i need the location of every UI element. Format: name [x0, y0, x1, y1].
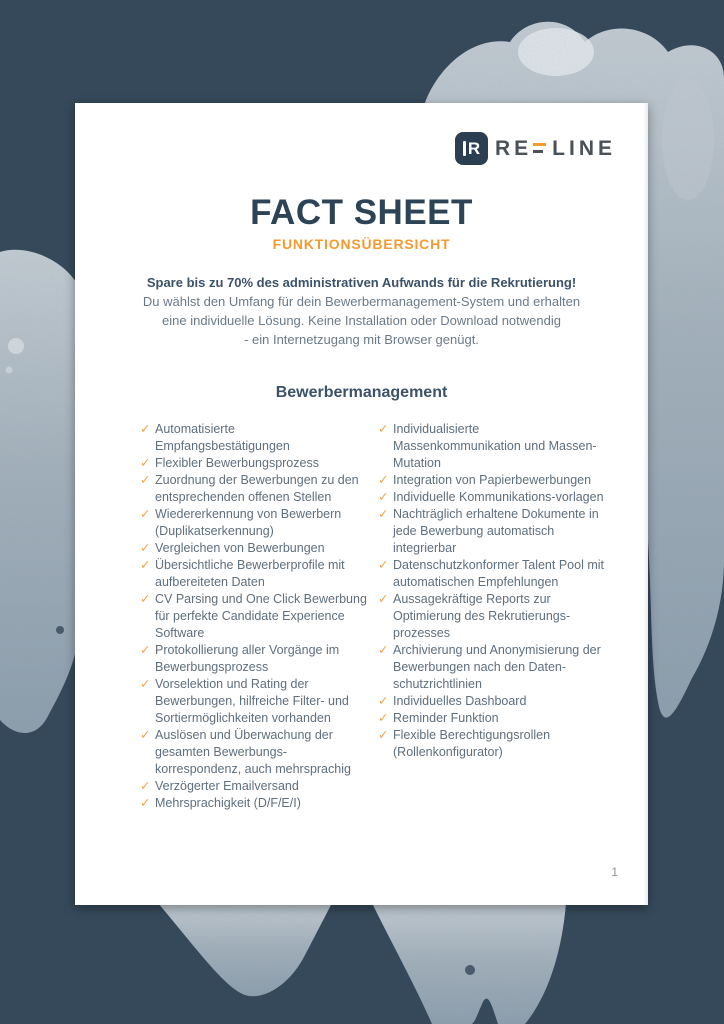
feature-item [140, 795, 378, 812]
check-icon: ✓ [140, 473, 151, 488]
feature-text: Automatisierte Empfangsbestätigungen [155, 422, 290, 454]
check-icon: ✓ [140, 507, 151, 522]
intro-paragraph [105, 292, 618, 349]
feature-item [140, 472, 378, 506]
feature-text: Flexible Berechtigungsrollen (Rollenkonfigurator) [393, 728, 551, 760]
feature-text: CV Parsing und One Click Bewerbung für perfekte Candidate Experience Software [155, 592, 367, 641]
check-icon: ✓ [378, 558, 389, 573]
check-icon: ✓ [140, 796, 151, 811]
feature-text: Nachträglich erhaltene Dokumente in jede Bewerbung automatisch integrierbar [393, 507, 599, 556]
check-icon: ✓ [140, 677, 151, 692]
feature-item [140, 557, 378, 591]
check-icon: ✓ [378, 711, 389, 726]
feature-text: Verzögerter Emailversand [155, 779, 299, 794]
refline-logo-icon [455, 132, 488, 165]
feature-text: Protokollierung aller Vorgänge im Bewerbungsprozess [155, 643, 340, 675]
feature-item [378, 727, 610, 761]
feature-text: Integration von Papierbewerbungen [393, 473, 592, 488]
logo-f-icon [533, 141, 547, 157]
section-heading: Bewerbermanagement [275, 384, 448, 402]
check-icon: ✓ [378, 473, 389, 488]
check-icon: ✓ [140, 422, 151, 437]
feature-columns [140, 421, 648, 812]
feature-text: Flexibler Bewerbungsprozess [155, 456, 319, 471]
feature-item [140, 506, 378, 540]
check-icon: ✓ [378, 643, 389, 658]
feature-item [378, 710, 610, 727]
feature-text: Individuelles Dashboard [393, 694, 527, 709]
feature-text: Vorselektion und Rating der Bewerbungen, hilfreiche Filter- und Sortiermöglichkeiten vorhanden [155, 677, 349, 726]
check-icon: ✓ [378, 728, 389, 743]
feature-item [378, 557, 610, 591]
check-icon: ✓ [140, 643, 151, 658]
check-icon: ✓ [140, 728, 151, 743]
feature-list-right [378, 421, 610, 812]
feature-text: Zuordnung der Bewerbungen zu den entsprechenden offenen Stellen [155, 473, 359, 505]
feature-text: Reminder Funktion [393, 711, 499, 726]
feature-text: Datenschutzkonformer Talent Pool mit automatischen Empfehlungen [393, 558, 604, 590]
feature-list-left [140, 421, 378, 812]
feature-item [378, 693, 610, 710]
logo-text-pre: RE [494, 137, 533, 160]
feature-text: Auslösen und Überwachung der gesamten Bewerbungs-korrespondenz, auch mehrsprachig [155, 728, 351, 777]
feature-item [140, 778, 378, 795]
feature-item [140, 676, 378, 727]
feature-text: Wiedererkennung von Bewerbern (Duplikatserkennung) [155, 507, 342, 539]
document-page [75, 103, 648, 905]
refline-logo [455, 132, 616, 165]
check-icon: ✓ [378, 422, 389, 437]
check-icon: ✓ [140, 779, 151, 794]
page-number: 1 [611, 865, 618, 879]
logo-text-post: LINE [552, 137, 616, 160]
feature-text: Vergleichen von Bewerbungen [155, 541, 325, 556]
feature-item [140, 642, 378, 676]
feature-item [378, 421, 610, 472]
feature-item [378, 472, 610, 489]
check-icon: ✓ [378, 694, 389, 709]
check-icon: ✓ [140, 456, 151, 471]
feature-text: Archivierung und Anonymisierung der Bewerbungen nach den Daten-schutzrichtlinien [393, 643, 601, 692]
feature-item [140, 455, 378, 472]
intro-line: eine individuelle Lösung. Keine Installation oder Download notwendig [162, 313, 561, 329]
feature-item [140, 421, 378, 455]
feature-item [378, 506, 610, 557]
logo-wordmark [495, 138, 616, 159]
feature-item [378, 591, 610, 642]
feature-text: Individuelle Kommunikations-vorlagen [393, 490, 604, 505]
check-icon: ✓ [378, 490, 389, 505]
check-icon: ✓ [140, 592, 151, 607]
feature-item [140, 727, 378, 778]
check-icon: ✓ [140, 558, 151, 573]
logo-bar-glyph [463, 141, 466, 156]
feature-text: Mehrsprachigkeit (D/F/E/I) [155, 796, 301, 811]
feature-item [378, 489, 610, 506]
feature-item [140, 540, 378, 557]
intro-line: Du wählst den Umfang für dein Bewerbermanagement-System und erhalten [142, 294, 581, 310]
check-icon: ✓ [378, 592, 389, 607]
page-subtitle: FUNKTIONSÜBERSICHT [272, 235, 451, 252]
feature-text: Individualisierte Massenkommunikation und Massen-Mutation [393, 422, 597, 471]
feature-text: Übersichtliche Bewerberprofile mit aufbereiteten Daten [155, 558, 345, 590]
check-icon: ✓ [378, 507, 389, 522]
feature-item [378, 642, 610, 693]
intro-line: - ein Internetzugang mit Browser genügt. [244, 332, 479, 348]
feature-item [140, 591, 378, 642]
check-icon: ✓ [140, 541, 151, 556]
feature-text: Aussagekräftige Reports zur Optimierung des Rekrutierungs-prozesses [393, 592, 571, 641]
intro-highlight: Spare bis zu 70% des administrativen Aufwands für die Rekrutierung! [146, 275, 577, 291]
page-title: FACT SHEET [250, 193, 473, 232]
logo-monogram-letter: R [467, 139, 481, 158]
